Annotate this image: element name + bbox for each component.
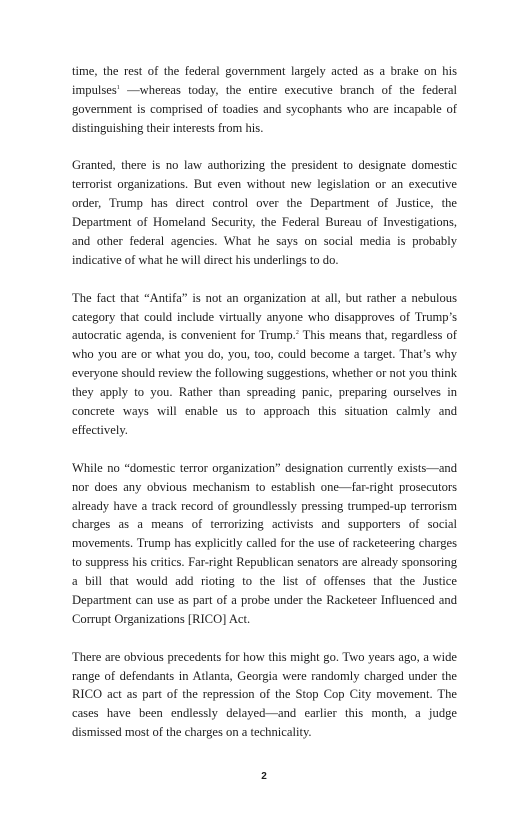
paragraph-4 — [72, 459, 457, 629]
paragraph-1-text: time, the rest of the federal government largely acted as a brake on his impulses — [72, 64, 457, 97]
footnote-ref-2[interactable]: 2 — [295, 330, 299, 337]
paragraph-1-text-cont: —whereas today, the entire executive branch of the federal government is comprised of toadies and sycophants who are incapable of distinguishing their interests from his. — [72, 82, 457, 135]
document-body — [72, 62, 457, 761]
paragraph-3-text: The fact that “Antifa” is not an organization at all, but rather a nebulous category that could include virtually anyone who disapproves of Trump’s autocratic agenda, is convenient for Trump. — [72, 290, 457, 343]
page-number: 2 — [261, 771, 267, 782]
paragraph-4-text: While no “domestic terror organization” designation currently exists—and nor does any obvious mechanism to establish one—far-right prosecutors already have a track record of groundlessly pressing trumped-up terrorism charges as a means of terrorizing activists and supporters of social movements. Trump has explicitly called for the use of racketeering charges to suppress his critics. Far-right Republican senators are already sponsoring a bill that would add rioting to the list of offenses that the Justice Department can use as part of a probe under the Racketeer Influenced and Corrupt Organizations [RICO] Act. — [72, 460, 457, 626]
footnote-ref-1[interactable]: 1 — [116, 84, 120, 91]
paragraph-2-text: Granted, there is no law authorizing the president to designate domestic terrorist organizations. But even without new legislation or an executive order, Trump has direct control over the Department of Justice, the Department of Homeland Security, the Federal Bureau of Investigations, and other federal agencies. What he says on social media is probably indicative of what he will direct his underlings to do. — [72, 158, 457, 267]
paragraph-2 — [72, 156, 457, 269]
paragraph-5-text: There are obvious precedents for how this might go. Two years ago, a wide range of defendants in Atlanta, Georgia were randomly charged under the RICO act as part of the repression of the Stop Cop City movement. The cases have been endlessly delayed—and earlier this month, a judge dismissed most of the charges on a technicality. — [72, 649, 457, 740]
paragraph-3-text-cont: This means that, regardless of who you are or what you do, you, too, could become a target. That’s why everyone should review the following suggestions, whether or not you think they apply to you. Rather than spreading panic, preparing ourselves in concrete ways will enable us to approach this situation calmly and effectively. — [72, 328, 457, 437]
paragraph-1 — [72, 62, 457, 138]
paragraph-3 — [72, 289, 457, 440]
paragraph-5 — [72, 648, 457, 743]
